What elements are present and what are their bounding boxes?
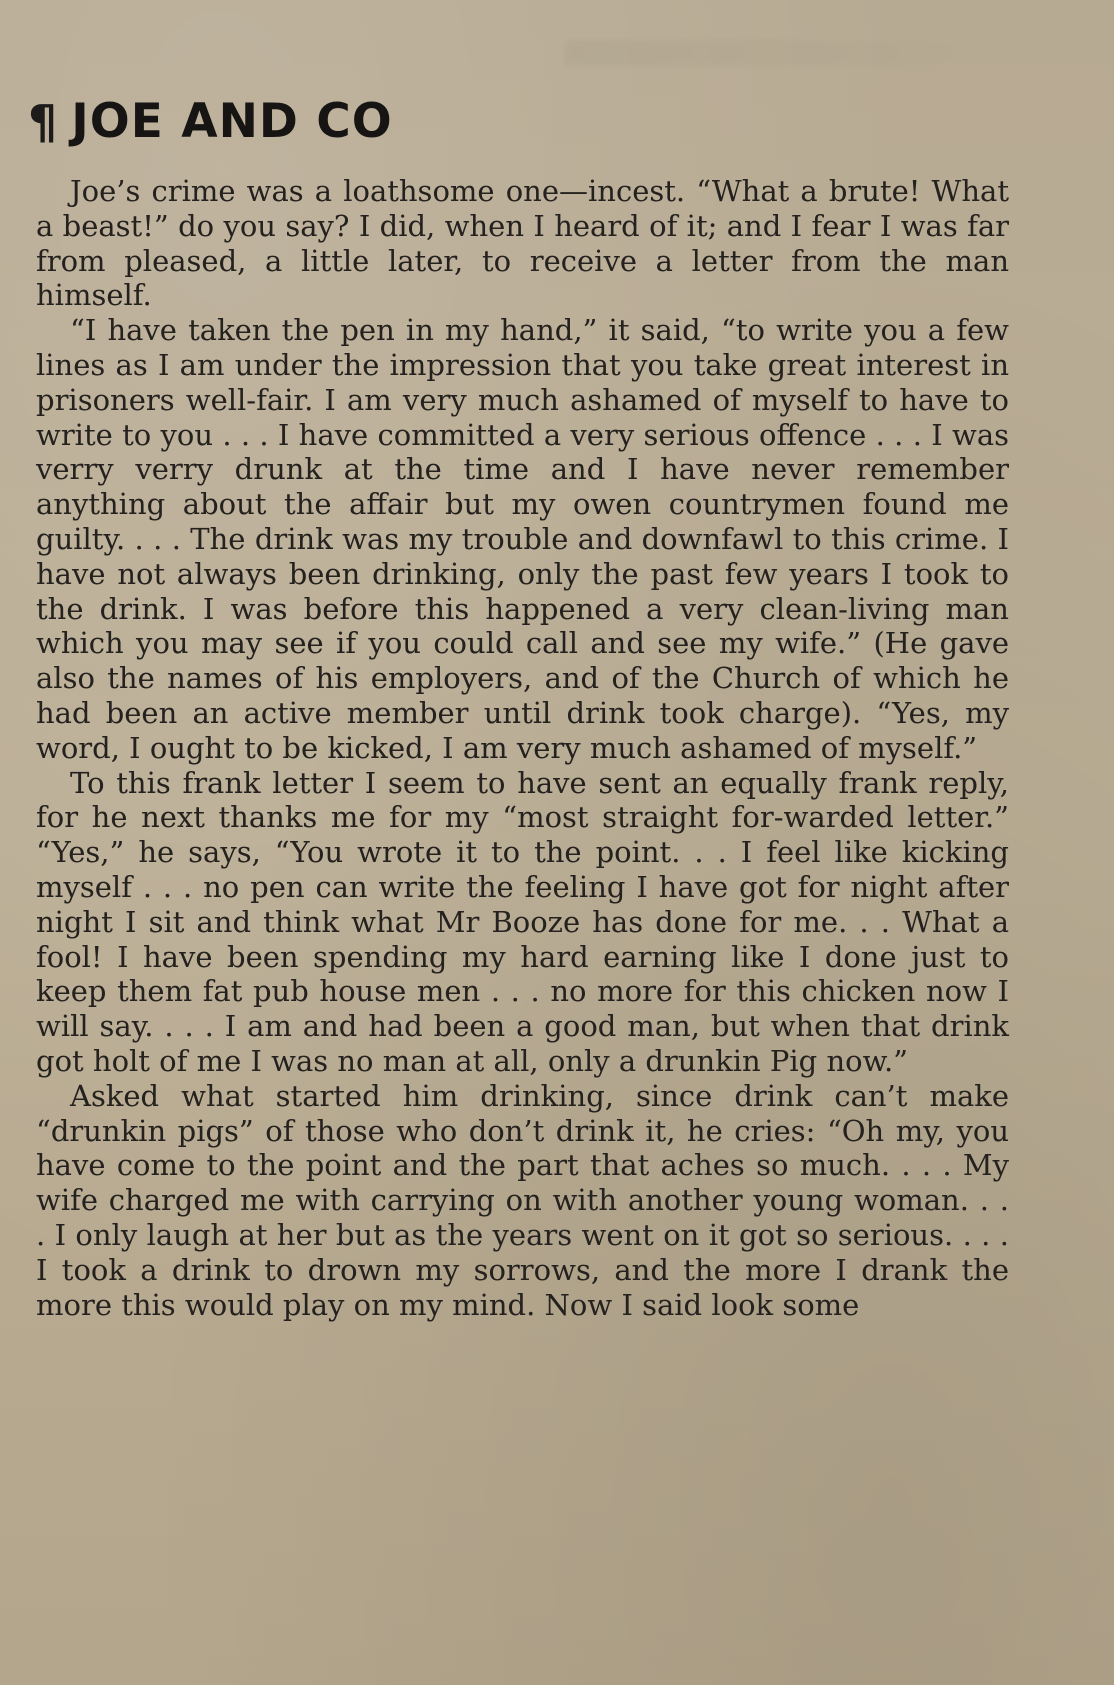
pilcrow-icon: ¶	[28, 94, 58, 149]
section-heading	[28, 94, 393, 149]
faded-bleed-through	[565, 40, 1005, 66]
paragraph: To this frank letter I seem to have sent an equally frank reply, for he next thanks me for my “most straight for-warded letter.” “Yes,” he says, “You wrote it to the point. . . I feel like kicking myself . . . no pen can write the feeling I have got for night after night I sit and think what Mr Booze has done for me. . . What a fool! I have been spending my hard earning like I done just to keep them fat pub house men . . . no more for this chicken now I will say. . . . I am and had been a good man, but when that drink got holt of me I was no man at all, only a drunkin Pig now.”	[36, 765, 1009, 1078]
paragraph: “I have taken the pen in my hand,” it said, “to write you a few lines as I am under the impression that you take great interest in prisoners well-fair. I am very much ashamed of myself to have to write to you . . . I have committed a very serious offence . . . I was verry verry drunk at the time and I have never remember anything about the affair but my owen countrymen found me guilty. . . . The drink was my trouble and downfawl to this crime. I have not always been drinking, only the past few years I took to the drink. I was before this happened a very clean-living man which you may see if you could call and see my wife.” (He gave also the names of his employers, and of the Church of which he had been an active member until drink took charge). “Yes, my word, I ought to be kicked, I am very much ashamed of myself.”	[36, 313, 1009, 765]
body-text	[36, 174, 1009, 1322]
paragraph: Joe’s crime was a loathsome one—incest. “What a brute! What a beast!” do you say? I did, when I heard of it; and I fear I was far from pleased, a little later, to receive a letter from the man himself.	[36, 174, 1009, 313]
paragraph: Asked what started him drinking, since drink can’t make “drunkin pigs” of those who don’t drink it, he cries: “Oh my, you have come to the point and the part that aches so much. . . . My wife charged me with carrying on with another young woman. . . . I only laugh at her but as the years went on it got so serious. . . . I took a drink to drown my sorrows, and the more I drank the more this would play on my mind. Now I said look some	[36, 1078, 1009, 1322]
section-title: JOE AND CO	[71, 94, 393, 149]
